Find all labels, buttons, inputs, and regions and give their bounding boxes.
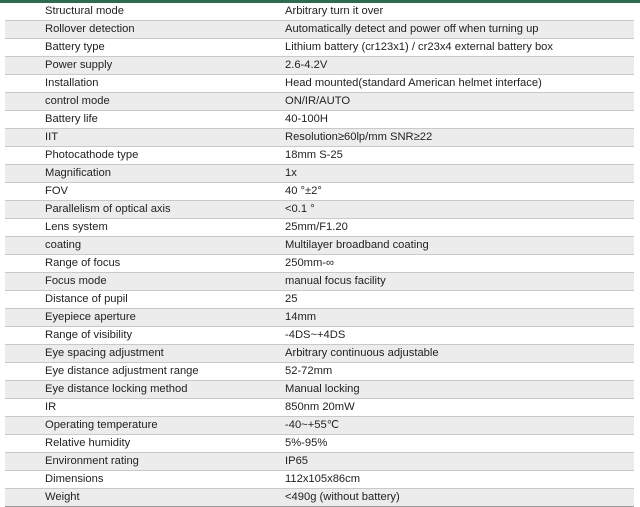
table-row [5, 345, 634, 363]
spec-parameter-value: 5%-95% [275, 435, 634, 453]
spec-parameter-value: 25 [275, 291, 634, 309]
spec-parameter-name: FOV [5, 183, 275, 201]
spec-parameter-name: Eyepiece aperture [5, 309, 275, 327]
spec-parameter-value: IP65 [275, 453, 634, 471]
spec-parameter-value: manual focus facility [275, 273, 634, 291]
spec-parameter-value: -4DS~+4DS [275, 327, 634, 345]
spec-parameter-value: 1x [275, 165, 634, 183]
spec-parameter-name: Magnification [5, 165, 275, 183]
spec-parameter-value: Arbitrary continuous adjustable [275, 345, 634, 363]
table-row [5, 237, 634, 255]
table-row [5, 183, 634, 201]
spec-parameter-name: Range of visibility [5, 327, 275, 345]
spec-parameter-value: ON/IR/AUTO [275, 93, 634, 111]
table-row [5, 39, 634, 57]
spec-parameter-name: Eye spacing adjustment [5, 345, 275, 363]
spec-parameter-name: control mode [5, 93, 275, 111]
spec-parameter-value: Automatically detect and power off when turning up [275, 21, 634, 39]
table-row [5, 399, 634, 417]
table-row [5, 21, 634, 39]
spec-parameter-value: Head mounted(standard American helmet interface) [275, 75, 634, 93]
spec-parameter-value: <0.1 ° [275, 201, 634, 219]
table-row [5, 3, 634, 21]
table-row [5, 489, 634, 507]
spec-parameter-value: 250mm-∞ [275, 255, 634, 273]
spec-parameter-name: Range of focus [5, 255, 275, 273]
spec-parameter-value: Resolution≥60lp/mm SNR≥22 [275, 129, 634, 147]
spec-parameter-name: Structural mode [5, 3, 275, 21]
spec-parameter-name: IR [5, 399, 275, 417]
spec-parameter-value: Arbitrary turn it over [275, 3, 634, 21]
spec-parameter-value: Lithium battery (cr123x1) / cr23x4 external battery box [275, 39, 634, 57]
spec-parameter-name: Focus mode [5, 273, 275, 291]
table-row [5, 291, 634, 309]
spec-parameter-value: 14mm [275, 309, 634, 327]
table-row [5, 255, 634, 273]
specification-table [5, 3, 634, 507]
spec-parameter-name: Installation [5, 75, 275, 93]
spec-parameter-name: IIT [5, 129, 275, 147]
spec-parameter-value: 40-100H [275, 111, 634, 129]
table-row [5, 327, 634, 345]
spec-parameter-value: 112x105x86cm [275, 471, 634, 489]
spec-parameter-name: Rollover detection [5, 21, 275, 39]
spec-parameter-name: Environment rating [5, 453, 275, 471]
table-row [5, 219, 634, 237]
spec-parameter-value: 40 °±2° [275, 183, 634, 201]
spec-parameter-name: Weight [5, 489, 275, 507]
spec-parameter-name: Relative humidity [5, 435, 275, 453]
table-row [5, 363, 634, 381]
spec-parameter-value: 52-72mm [275, 363, 634, 381]
table-row [5, 129, 634, 147]
spec-parameter-name: Battery life [5, 111, 275, 129]
table-row [5, 147, 634, 165]
table-row [5, 93, 634, 111]
spec-parameter-name: Dimensions [5, 471, 275, 489]
table-row [5, 309, 634, 327]
table-row [5, 273, 634, 291]
table-row [5, 435, 634, 453]
spec-parameter-value: 25mm/F1.20 [275, 219, 634, 237]
spec-parameter-name: Eye distance adjustment range [5, 363, 275, 381]
spec-parameter-value: -40~+55℃ [275, 417, 634, 435]
table-row [5, 75, 634, 93]
spec-parameter-name: Lens system [5, 219, 275, 237]
table-row [5, 471, 634, 489]
spec-parameter-value: Multilayer broadband coating [275, 237, 634, 255]
table-row [5, 453, 634, 471]
spec-parameter-value: 2.6-4.2V [275, 57, 634, 75]
spec-parameter-value: Manual locking [275, 381, 634, 399]
spec-parameter-name: Power supply [5, 57, 275, 75]
table-row [5, 201, 634, 219]
spec-parameter-name: coating [5, 237, 275, 255]
spec-parameter-name: Operating temperature [5, 417, 275, 435]
table-row [5, 57, 634, 75]
table-row [5, 381, 634, 399]
spec-parameter-name: Eye distance locking method [5, 381, 275, 399]
table-row [5, 417, 634, 435]
specification-table-body [5, 3, 634, 507]
table-row [5, 111, 634, 129]
spec-parameter-name: Battery type [5, 39, 275, 57]
spec-parameter-value: 18mm S-25 [275, 147, 634, 165]
spec-parameter-name: Parallelism of optical axis [5, 201, 275, 219]
spec-parameter-name: Distance of pupil [5, 291, 275, 309]
table-row [5, 165, 634, 183]
spec-parameter-value: <490g (without battery) [275, 489, 634, 507]
spec-parameter-value: 850nm 20mW [275, 399, 634, 417]
spec-parameter-name: Photocathode type [5, 147, 275, 165]
